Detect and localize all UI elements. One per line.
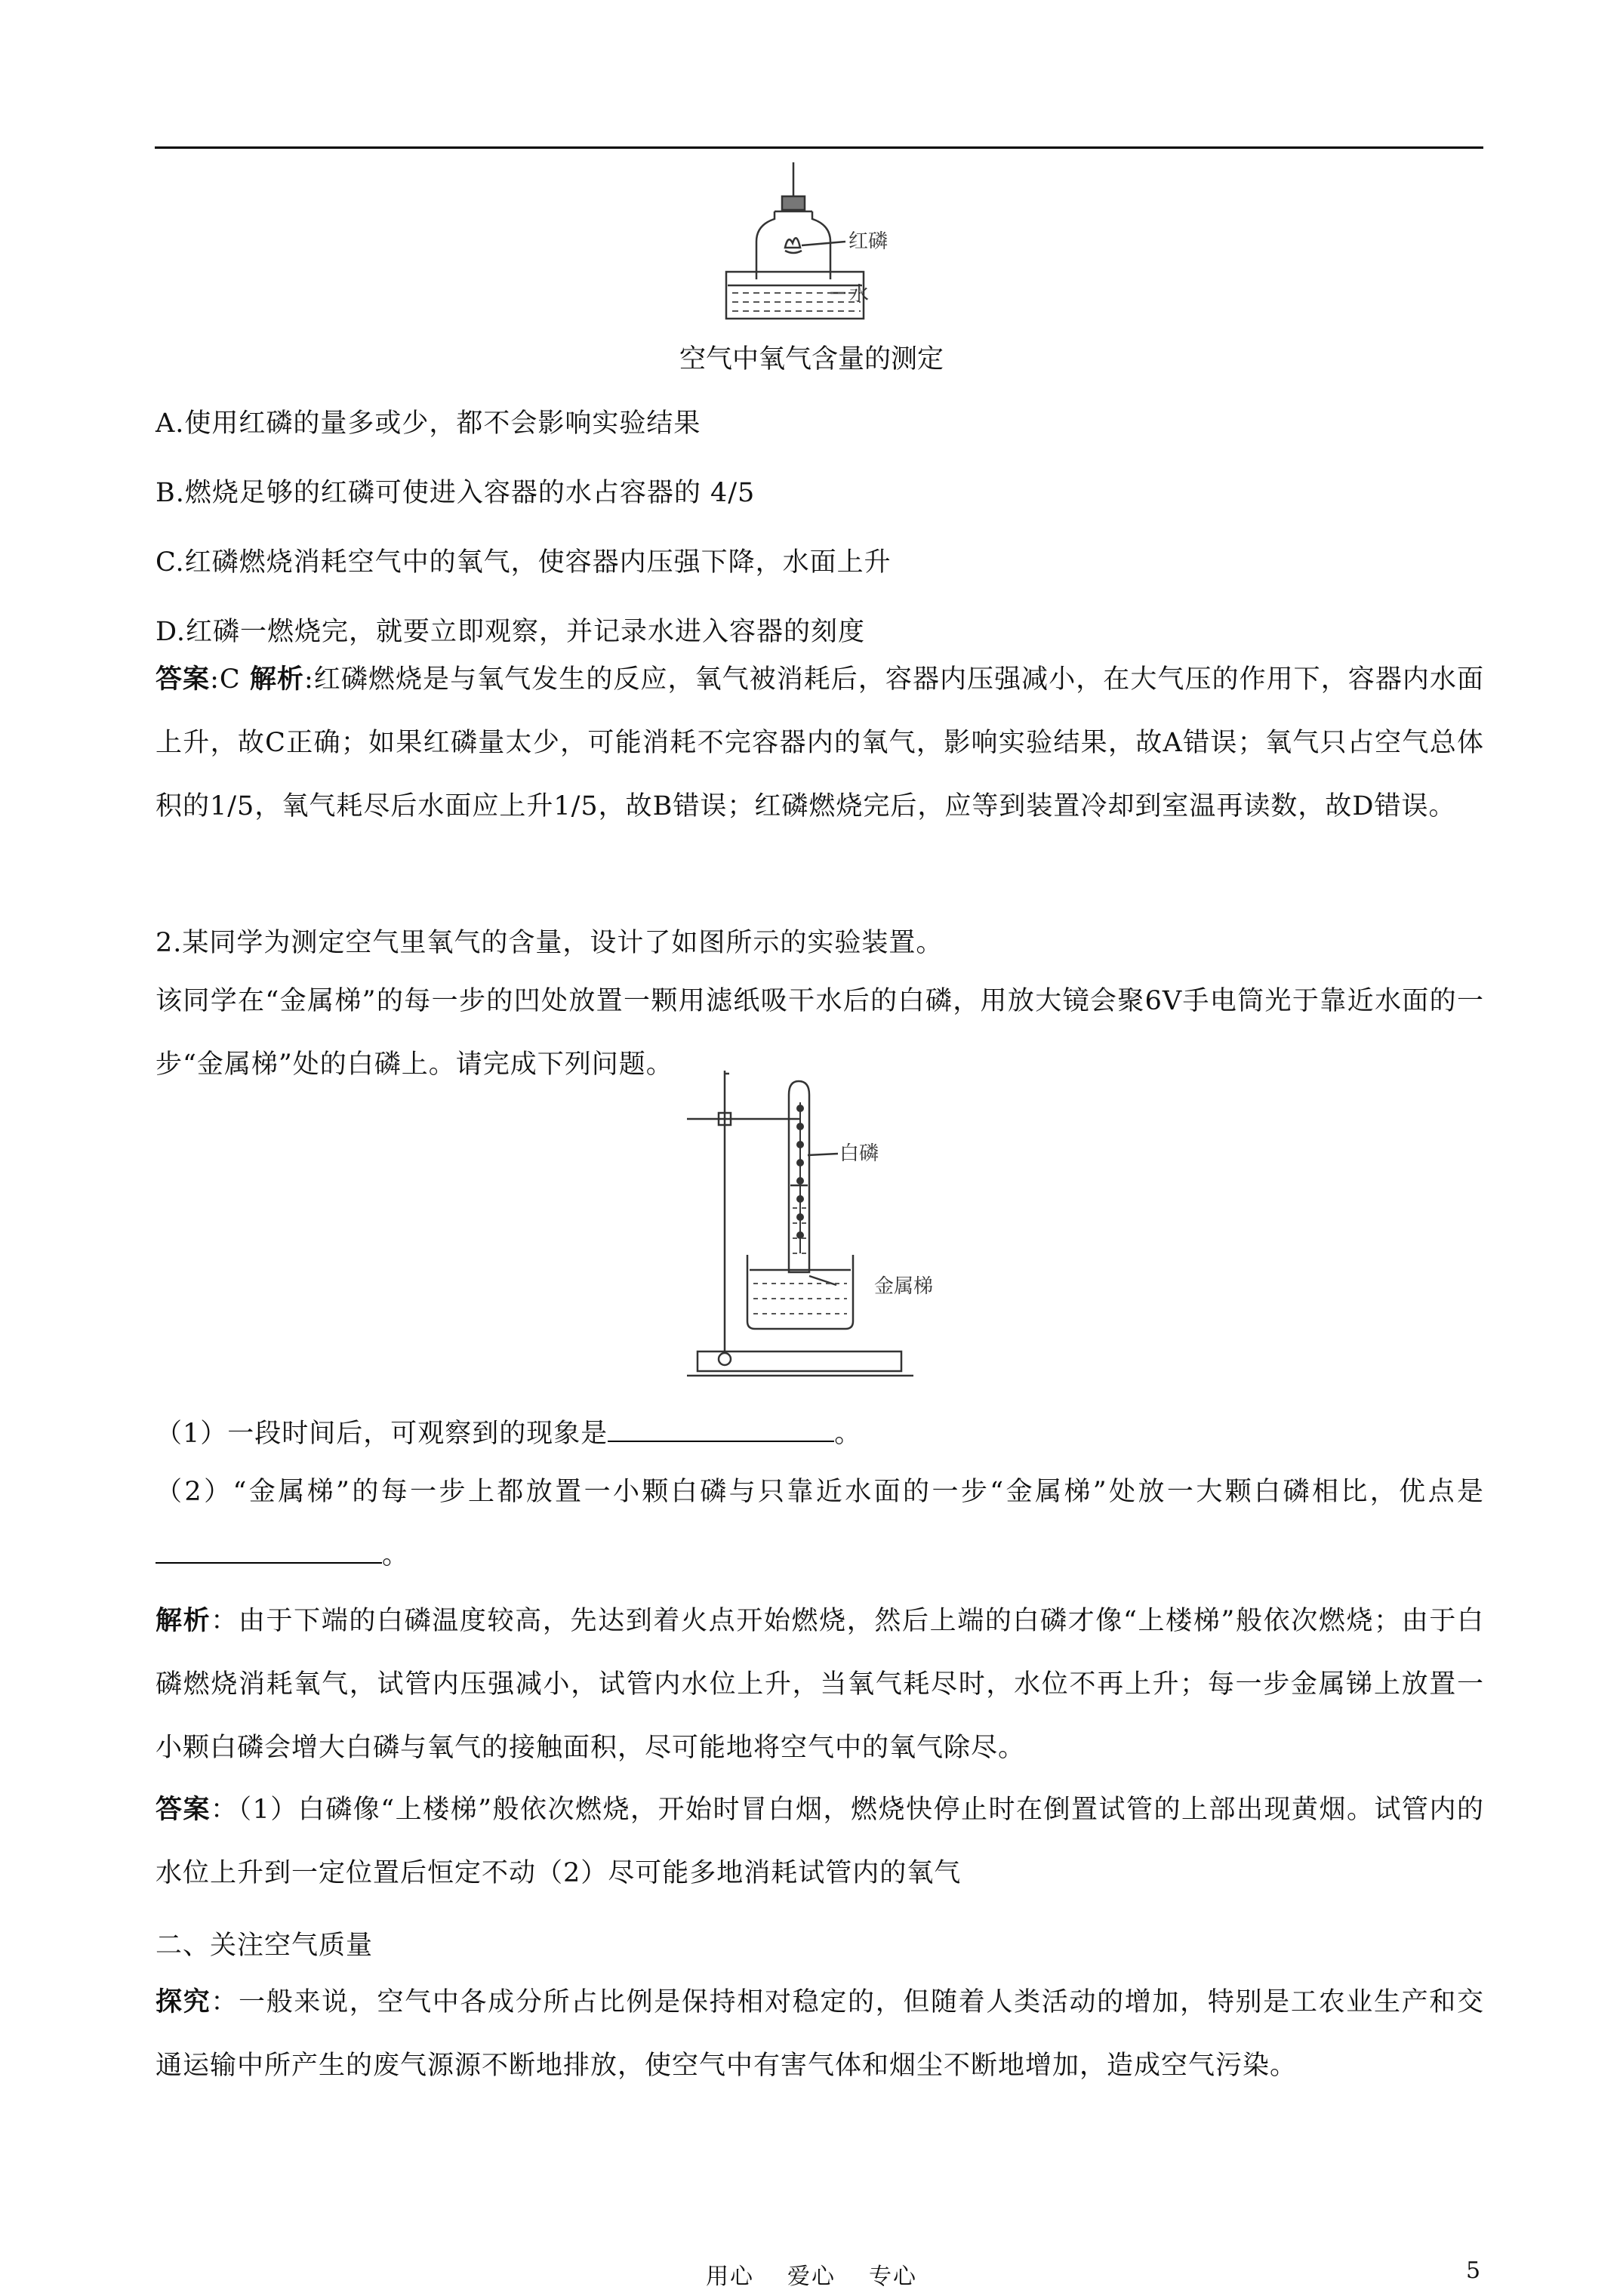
option-a: A.使用红磷的量多或少，都不会影响实验结果 bbox=[156, 408, 701, 439]
explore-paragraph bbox=[156, 1971, 1484, 2097]
q2-desc: 该同学在“金属梯”的每一步的凹处放置一颗用滤纸吸干水后的白磷，用放大镜会聚6V手电筒光于靠近水面的一步“金属梯”处的白磷上。请完成下列问题。 bbox=[156, 986, 1484, 1080]
q2-sub2-text: （2）“金属梯”的每一步上都放置一小颗白磷与只靠近水面的一步“金属梯”处放一大颗白磷相比，优点是 bbox=[156, 1477, 1484, 1507]
option-c: C.红磷燃烧消耗空气中的氧气，使容器内压强下降，水面上升 bbox=[156, 547, 892, 578]
analysis2-paragraph bbox=[156, 1589, 1484, 1780]
header-rule bbox=[155, 146, 1483, 149]
answer2-label: 答案 bbox=[156, 1794, 211, 1825]
explore-label: 探究 bbox=[156, 1986, 211, 2017]
footer bbox=[0, 2257, 1623, 2291]
analysis2-text: ：由于下端的白磷温度较高，先达到着火点开始燃烧，然后上端的白磷才像“上楼梯”般依次燃烧；由于白磷燃烧消耗氧气，试管内压强减小，试管内水位上升，当氧气耗尽时，水位不再上升；每一步金属锑上放置一小颗白磷会增大白磷与氧气的接触面积，尽可能地将空气中的氧气除尽。 bbox=[156, 1606, 1484, 1763]
label-metal-ladder: 金属梯 bbox=[874, 1275, 934, 1298]
q2-intro: 2.某同学为测定空气里氧气的含量，设计了如图所示的实验装置。 bbox=[156, 928, 944, 958]
answer2-text: ：（1）白磷像“上楼梯”般依次燃烧，开始时冒白烟，燃烧快停止时在倒置试管的上部出现黄烟。试管内的水位上升到一定位置后恒定不动（2）尽可能多地消耗试管内的氧气 bbox=[156, 1795, 1484, 1888]
answer-blank-1[interactable] bbox=[608, 1418, 834, 1442]
label-water: 水 bbox=[849, 283, 870, 306]
answer1-paragraph bbox=[156, 648, 1484, 838]
q2-sub2 bbox=[156, 1460, 1484, 1587]
answer1-label: 答案 bbox=[156, 664, 211, 695]
option-b: B.燃烧足够的红磷可使进入容器的水占容器的 4/5 bbox=[156, 478, 756, 508]
label-white-phosphorus: 白磷 bbox=[839, 1142, 879, 1165]
section2-title: 二、关注空气质量 bbox=[156, 1931, 374, 1961]
answer2-paragraph bbox=[156, 1778, 1484, 1905]
q2-sub1 bbox=[156, 1398, 1484, 1469]
explore-text: ：一般来说，空气中各成分所占比例是保持相对稳定的，但随着人类活动的增加，特别是工农业生产和交通运输中所产生的废气源源不断地排放，使空气中有害气体和烟尘不断地增加，造成空气污染。 bbox=[156, 1987, 1484, 2081]
option-d: D.红磷一燃烧完，就要立即观察，并记录水进入容器的刻度 bbox=[156, 617, 865, 647]
answer1-letter: :C bbox=[210, 664, 250, 695]
figure1-caption: 空气中氧气含量的测定 bbox=[679, 344, 944, 374]
answer1-analysis-label: 解析 bbox=[249, 664, 304, 695]
q2-sub1-text: （1）一段时间后，可观察到的现象是 bbox=[156, 1419, 608, 1449]
q2-sub1-end: 。 bbox=[834, 1419, 862, 1449]
footer-item-3: 专心 bbox=[869, 2264, 917, 2290]
footer-item-2: 爱心 bbox=[787, 2264, 836, 2290]
label-red-phosphorus: 红磷 bbox=[848, 230, 888, 253]
footer-item-1: 用心 bbox=[706, 2264, 754, 2290]
figure-oxygen-apparatus bbox=[725, 159, 921, 325]
answer-blank-2[interactable] bbox=[156, 1539, 382, 1564]
q2-sub2-end: 。 bbox=[382, 1540, 410, 1570]
analysis2-label: 解析 bbox=[156, 1605, 211, 1636]
figure-metal-ladder-apparatus bbox=[664, 1065, 981, 1385]
answer1-text: :红磷燃烧是与氧气发生的反应，氧气被消耗后，容器内压强减小，在大气压的作用下，容器内水面上升，故C正确；如果红磷量太少，可能消耗不完容器内的氧气，影响实验结果，故A错误；氧气只占空气总体积的1/5，氧气耗尽后水面应上升1/5，故B错误；红磷燃烧完后，应等到装置冷却到室温再读数，故D错误。 bbox=[156, 664, 1484, 821]
page-number: 5 bbox=[1466, 2257, 1481, 2284]
